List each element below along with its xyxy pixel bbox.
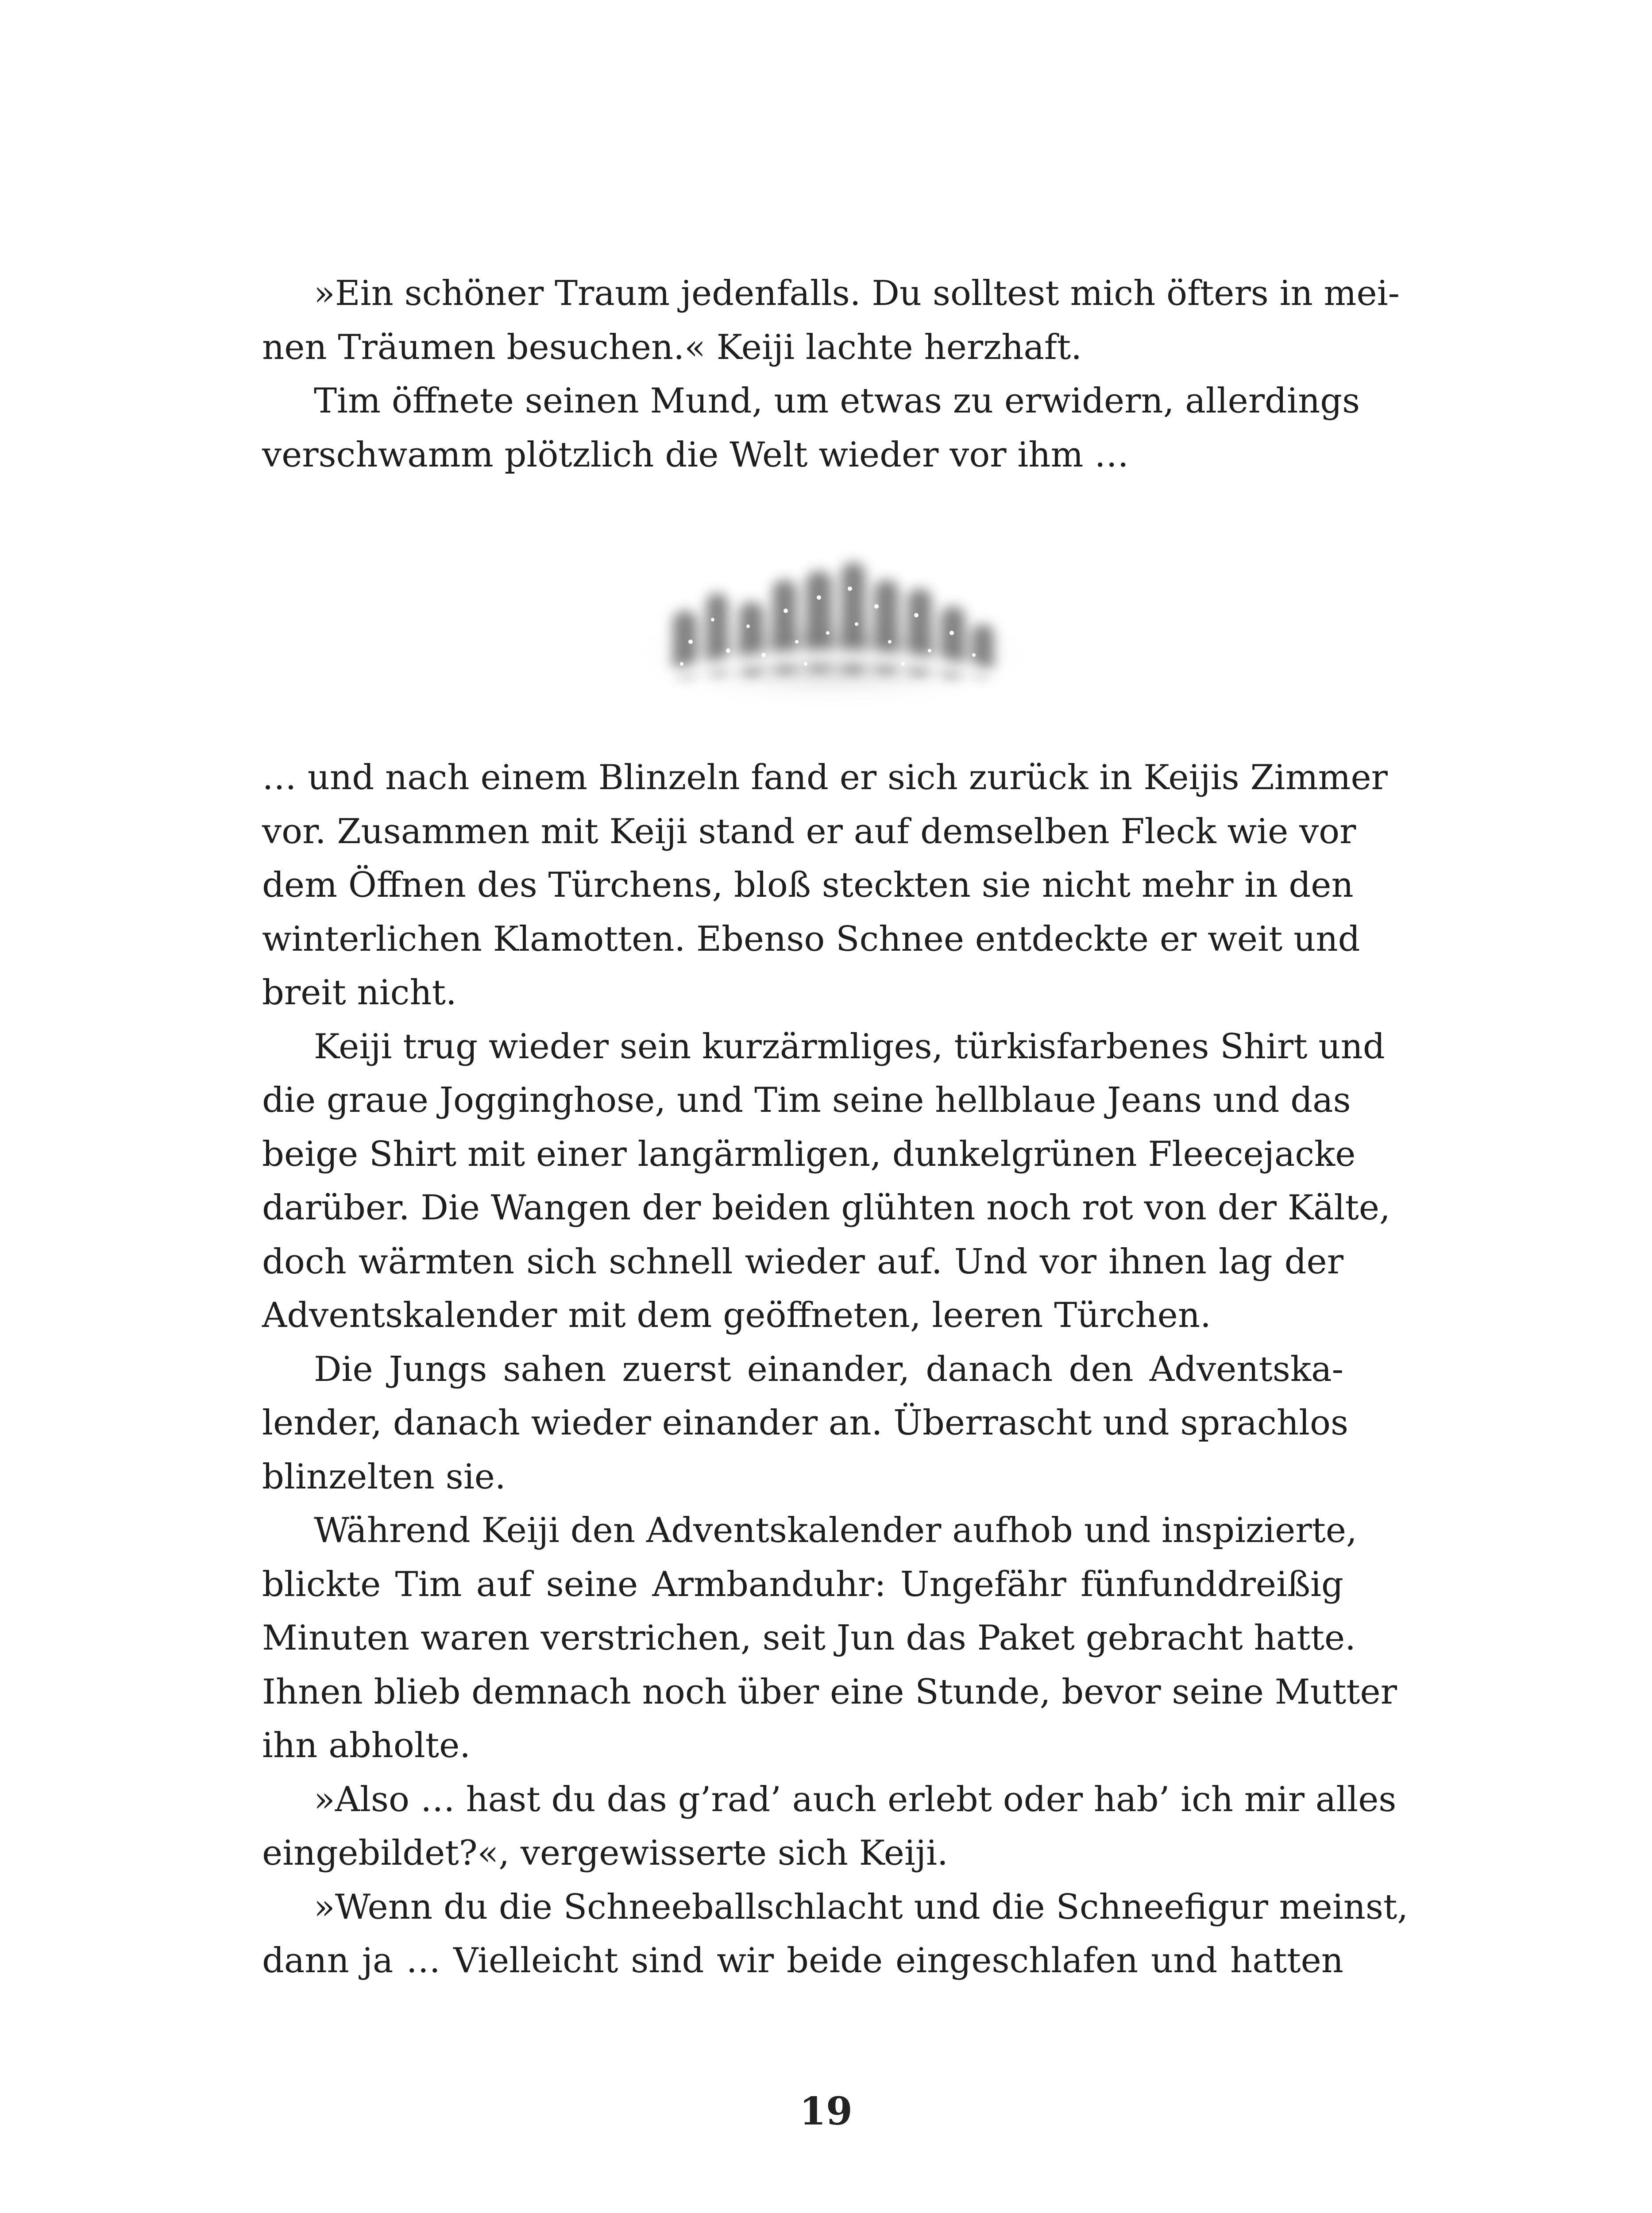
text-line: Die Jungs sahen zuerst einander, danach den Adventska-	[314, 1349, 1343, 1389]
text-line: die graue Jogginghose, und Tim seine hellblaue Jeans und das	[262, 1080, 1351, 1120]
text-line: Ihnen blieb demnach noch über eine Stunde, bevor seine Mutter	[262, 1672, 1397, 1712]
text-line: Minuten waren verstrichen, seit Jun das Paket gebracht hatte.	[262, 1618, 1356, 1658]
text-line: ihn abholte.	[262, 1726, 471, 1766]
text-line: »Wenn du die Schneeballschlacht und die Schneefigur meinst,	[314, 1887, 1409, 1927]
text-line: blinzelten sie.	[262, 1457, 506, 1497]
text-line: nen Träumen besuchen.« Keiji lachte herzhaft.	[262, 327, 1082, 367]
snowy-forest-glow-icon	[611, 531, 1054, 708]
text-line: breit nicht.	[262, 973, 457, 1013]
text-line: dann ja … Vielleicht sind wir beide eingeschlafen und hatten	[262, 1941, 1343, 1981]
text-line: doch wärmten sich schnell wieder auf. Und vor ihnen lag der	[262, 1241, 1343, 1282]
page-number: 19	[799, 2089, 853, 2134]
text-line: lender, danach wieder einander an. Überrascht und sprachlos	[262, 1403, 1349, 1443]
text-line: eingebildet?«, vergewisserte sich Keiji.	[262, 1833, 948, 1873]
text-line: vor. Zusammen mit Keiji stand er auf demselben Fleck wie vor	[262, 811, 1356, 852]
text-line: Adventskalender mit dem geöffneten, leeren Türchen.	[262, 1295, 1211, 1335]
text-line: … und nach einem Blinzeln fand er sich zurück in Keijis Zimmer	[262, 758, 1388, 798]
text-section-main	[262, 751, 1409, 1988]
text-line: darüber. Die Wangen der beiden glühten noch rot von der Kälte,	[262, 1188, 1390, 1228]
text-line: winterlichen Klamotten. Ebenso Schnee entdeckte er weit und	[262, 919, 1360, 959]
text-line: beige Shirt mit einer langärmligen, dunkelgrünen Fleecejacke	[262, 1134, 1356, 1174]
text-section-top	[262, 267, 1400, 482]
text-line: verschwamm plötzlich die Welt wieder vor ihm …	[262, 435, 1129, 475]
text-line: »Ein schöner Traum jedenfalls. Du solltest mich öfters in mei-	[314, 274, 1400, 313]
text-line: blickte Tim auf seine Armbanduhr: Ungefähr fünfunddreißig	[262, 1564, 1343, 1604]
text-line: »Also … hast du das g’rad’ auch erlebt oder hab’ ich mir alles	[314, 1779, 1397, 1820]
text-line: Keiji trug wieder sein kurzärmliges, türkisfarbenes Shirt und	[314, 1026, 1385, 1067]
text-line: Tim öffnete seinen Mund, um etwas zu erwidern, allerdings	[314, 381, 1360, 421]
text-line: Während Keiji den Adventskalender aufhob und inspizierte,	[314, 1511, 1357, 1550]
text-line: dem Öffnen des Türchens, bloß steckten sie nicht mehr in den	[262, 865, 1354, 905]
